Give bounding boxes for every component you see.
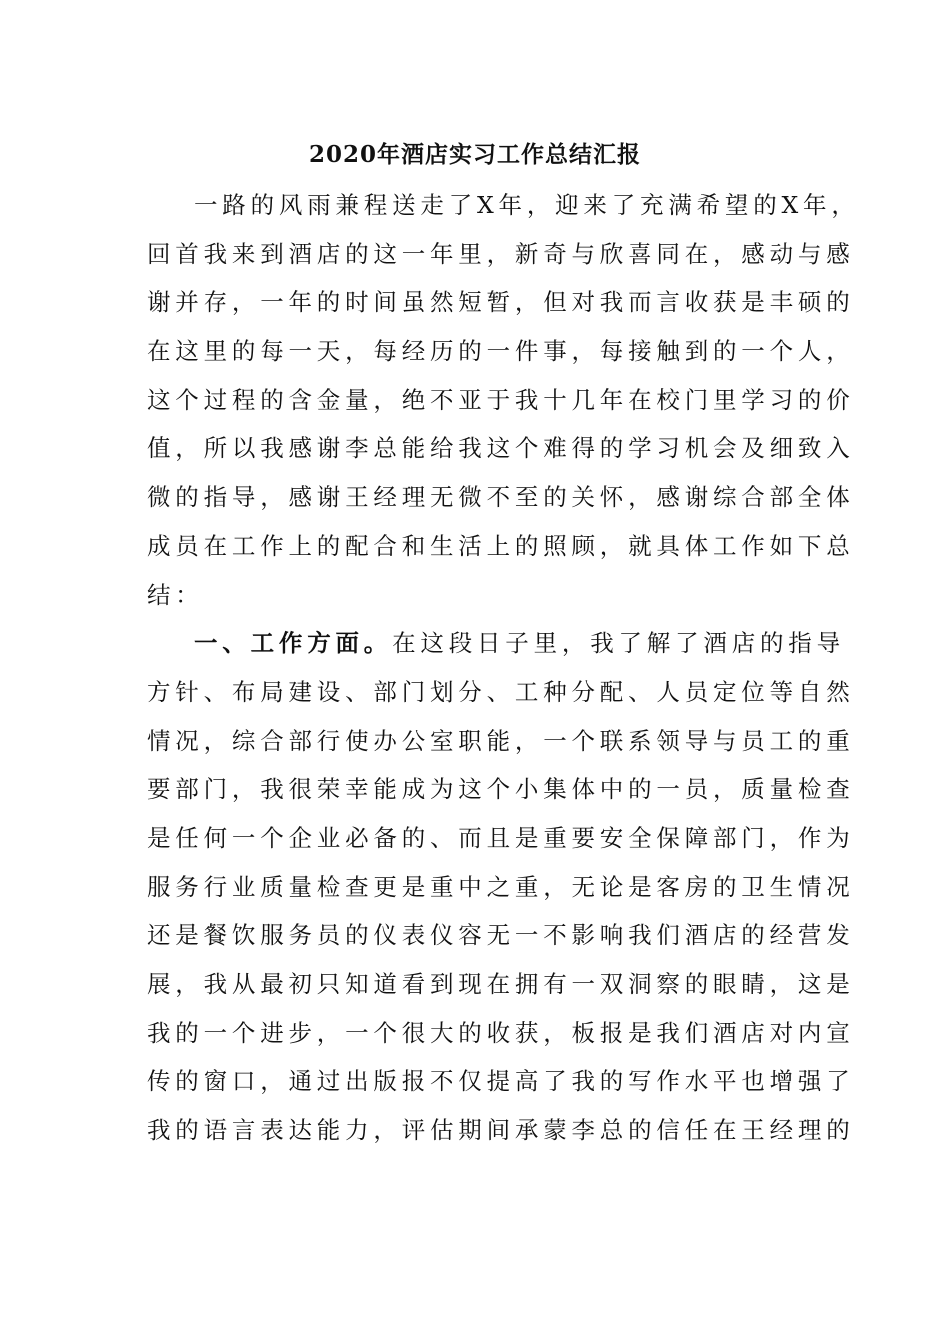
paragraph-1-line-6: 值，所以我感谢李总能给我这个难得的学习机会及细致入: [147, 434, 855, 463]
section-1-line-3: 情况，综合部行使办公室职能，一个联系领导与员工的重: [147, 726, 855, 755]
section-1-line-6: 服务行业质量检查更是重中之重，无论是客房的卫生情况: [147, 872, 855, 901]
section-1-line-10: 传的窗口，通过出版报不仅提高了我的写作水平也增强了: [147, 1067, 855, 1096]
section-1-line-9: 我的一个进步，一个很大的收获，板报是我们酒店对内宣: [147, 1018, 855, 1047]
paragraph-1-line-2: 回首我来到酒店的这一年里，新奇与欣喜同在，感动与感: [147, 239, 855, 268]
paragraph-1-line-9: 结：: [147, 580, 204, 609]
paragraph-1-line-4: 在这里的每一天，每经历的一件事，每接触到的一个人，: [147, 337, 855, 366]
section-1-line-7: 还是餐饮服务员的仪表仪容无一不影响我们酒店的经营发: [147, 921, 855, 950]
section-1-line-2: 方针、布局建设、部门划分、工种分配、人员定位等自然: [147, 677, 855, 706]
paragraph-1-line-5: 这个过程的含金量，绝不亚于我十几年在校门里学习的价: [147, 385, 855, 414]
section-1-line-8: 展，我从最初只知道看到现在拥有一双洞察的眼睛，这是: [147, 970, 855, 998]
document-body: [147, 181, 860, 1155]
section-1-line-11: 我的语言表达能力，评估期间承蒙李总的信任在王经理的: [147, 1116, 855, 1145]
paragraph-1-line-8: 成员在工作上的配合和生活上的照顾，就具体工作如下总: [147, 531, 855, 560]
section-1-line-4: 要部门，我很荣幸能成为这个小集体中的一员，质量检查: [147, 775, 855, 804]
paragraph-1-line-3: 谢并存，一年的时间虽然短暂，但对我而言收获是丰硕的: [147, 288, 855, 317]
paragraph-1-line-7: 微的指导，感谢王经理无微不至的关怀，感谢综合部全体: [147, 483, 855, 512]
section-1-heading: 一、工作方面。: [194, 629, 393, 658]
section-1-line-1: [147, 619, 845, 668]
section-1-first-line-text: 在这段日子里，我了解了酒店的指导: [392, 629, 845, 658]
section-1-line-5: 是任何一个企业必备的、而且是重要安全保障部门，作为: [147, 823, 855, 852]
paragraph-1-line-1: 一路的风雨兼程送走了X年，迎来了充满希望的X年，: [194, 191, 860, 219]
document-title: 2020年酒店实习工作总结汇报: [308, 141, 641, 168]
